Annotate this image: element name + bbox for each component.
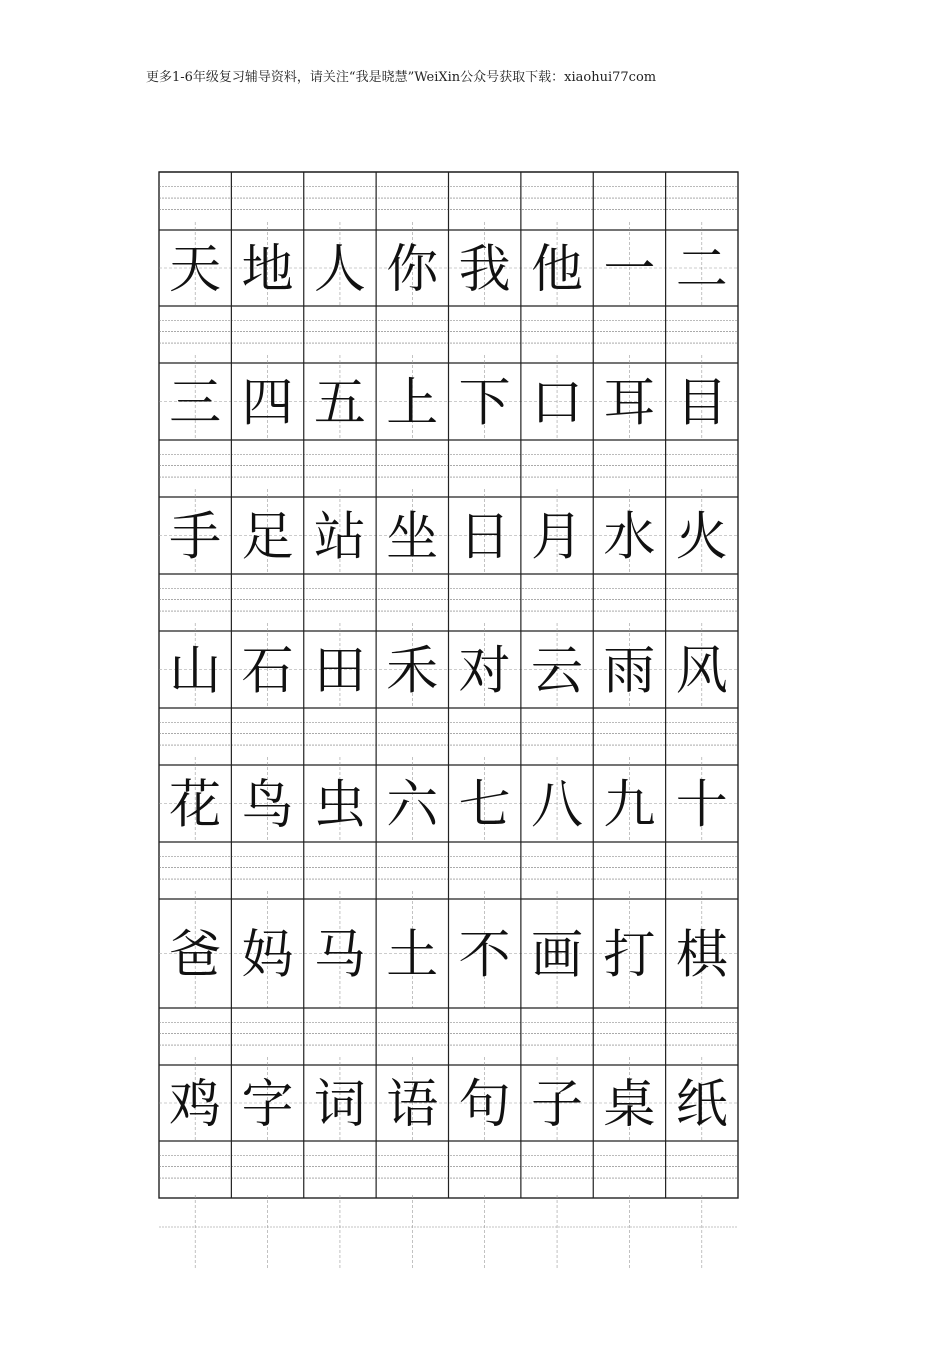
practice-character: 对 [458,641,511,702]
practice-character: 八 [531,775,584,836]
practice-character: 七 [458,775,511,836]
practice-character: 画 [531,925,584,986]
practice-character: 月 [531,507,584,568]
practice-character: 日 [458,507,511,568]
practice-character: 田 [313,641,366,702]
practice-character: 风 [675,641,728,702]
practice-character: 目 [675,373,728,434]
practice-character: 五 [313,373,366,434]
practice-character: 上 [386,373,439,434]
practice-character: 口 [531,373,584,434]
practice-character: 棋 [675,925,728,986]
practice-character: 站 [313,507,366,568]
practice-character: 手 [169,507,222,568]
practice-character: 句 [458,1075,511,1135]
practice-character: 我 [458,240,511,300]
practice-character: 鸟 [241,775,294,836]
practice-character: 三 [169,373,222,434]
practice-character: 词 [313,1075,366,1135]
practice-character: 虫 [313,775,366,836]
practice-character: 四 [241,373,294,434]
practice-character: 十 [675,775,728,836]
practice-character: 雨 [603,641,656,702]
practice-character: 你 [386,240,439,300]
practice-character: 桌 [603,1075,656,1135]
practice-character: 六 [386,775,439,836]
practice-character: 妈 [241,925,294,986]
practice-character: 石 [241,641,294,702]
practice-character: 水 [603,507,656,568]
page-header-note: 更多1-6年级复习辅导资料，请关注“我是晓慧”WeiXin公众号获取下载：xiaohui77com [146,70,657,85]
practice-character: 人 [313,240,366,300]
practice-character: 耳 [603,373,656,434]
practice-character: 地 [241,240,294,300]
practice-character: 马 [313,925,366,986]
practice-character: 爸 [169,925,222,986]
practice-character: 一 [603,240,656,300]
practice-character: 子 [531,1075,584,1135]
practice-character: 不 [458,925,511,986]
practice-character: 二 [675,240,728,300]
practice-character: 他 [531,240,584,300]
practice-character: 坐 [386,507,439,568]
practice-character: 九 [603,775,656,836]
practice-character: 花 [169,775,222,836]
practice-character: 打 [603,925,656,986]
practice-character: 足 [241,507,294,568]
practice-character: 山 [169,641,222,702]
practice-character: 土 [386,925,439,986]
practice-character: 语 [386,1075,439,1135]
practice-character: 火 [675,507,728,568]
practice-character: 纸 [675,1075,728,1135]
practice-character: 下 [458,373,511,434]
practice-character: 天 [169,240,222,300]
practice-character: 禾 [386,641,439,702]
practice-character: 云 [531,641,584,702]
practice-character: 字 [241,1075,294,1135]
practice-character: 鸡 [169,1075,222,1135]
